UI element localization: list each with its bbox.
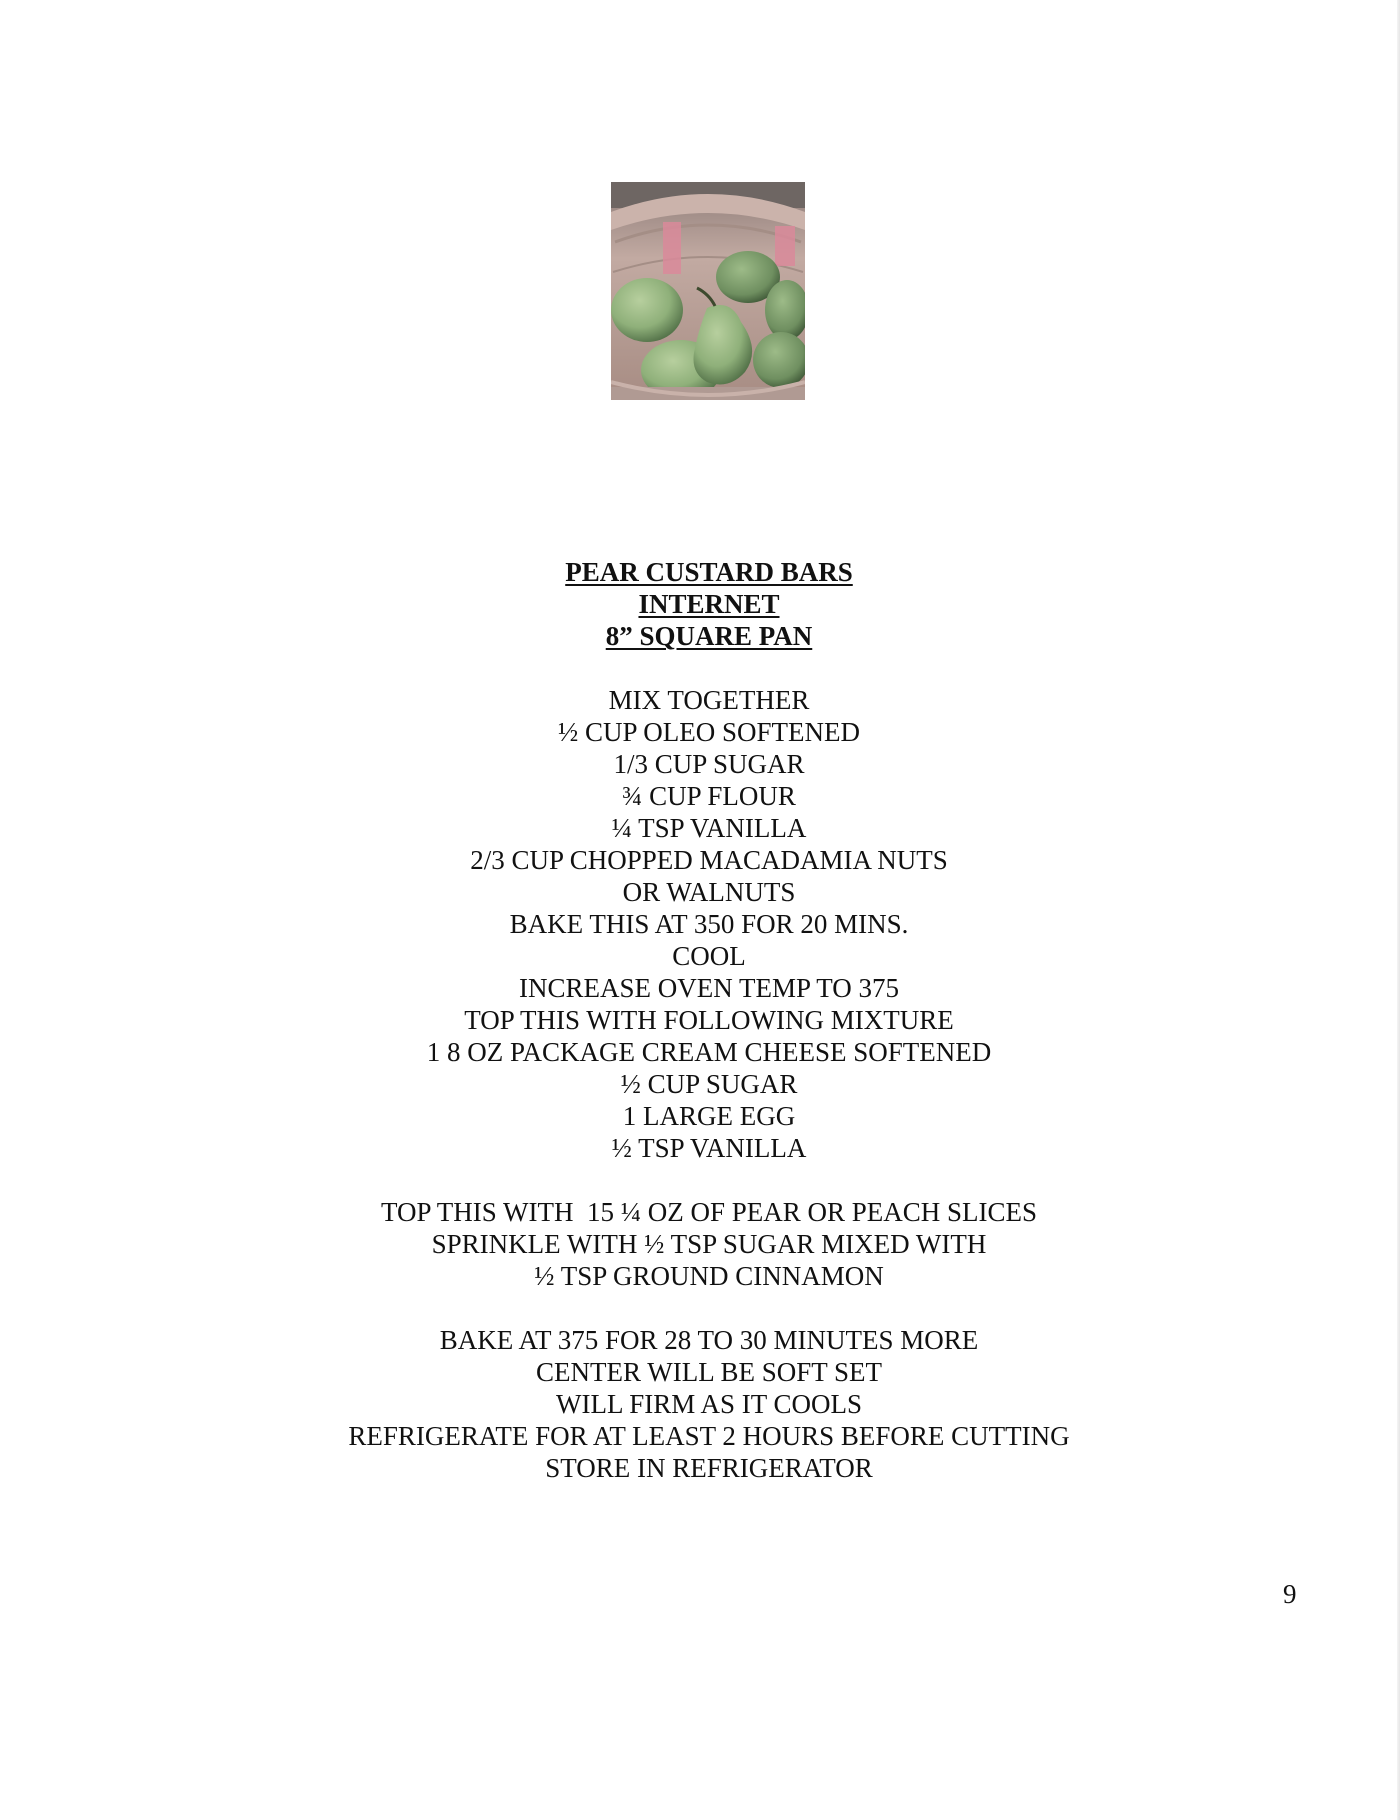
instruction-line: MIX TOGETHER bbox=[608, 685, 810, 715]
spacer bbox=[0, 652, 1400, 684]
instruction-line: REFRIGERATE FOR AT LEAST 2 HOURS BEFORE CUTTING bbox=[348, 1421, 1070, 1451]
recipe-title: PEAR CUSTARD BARS bbox=[565, 557, 853, 587]
ingredient-line: 2/3 CUP CHOPPED MACADAMIA NUTS bbox=[470, 845, 948, 875]
recipe-pan-size: 8” SQUARE PAN bbox=[605, 621, 813, 651]
instruction-line: WILL FIRM AS IT COOLS bbox=[555, 1389, 863, 1419]
recipe-source: INTERNET bbox=[638, 589, 780, 619]
ingredient-line: ½ CUP SUGAR bbox=[620, 1069, 798, 1099]
instruction-line: CENTER WILL BE SOFT SET bbox=[535, 1357, 882, 1387]
ingredient-line: 1/3 CUP SUGAR bbox=[613, 749, 805, 779]
pear-basket-photo bbox=[611, 182, 805, 400]
instruction-line: TOP THIS WITH FOLLOWING MIXTURE bbox=[464, 1005, 954, 1035]
instruction-line: STORE IN REFRIGERATOR bbox=[545, 1453, 873, 1483]
ingredient-line: 1 8 OZ PACKAGE CREAM CHEESE SOFTENED bbox=[426, 1037, 992, 1067]
spacer bbox=[0, 1292, 1400, 1324]
recipe bbox=[0, 556, 1400, 1484]
instruction-line: SPRINKLE WITH ½ TSP SUGAR MIXED WITH bbox=[431, 1229, 987, 1259]
ingredient-line: ½ TSP VANILLA bbox=[611, 1133, 807, 1163]
spacer bbox=[0, 1164, 1400, 1196]
pear-basket-image bbox=[611, 182, 805, 400]
ingredient-line: OR WALNUTS bbox=[622, 877, 796, 907]
instruction-line: TOP THIS WITH 15 ¼ OZ OF PEAR OR PEACH SLICES bbox=[380, 1197, 1038, 1227]
instruction-line: INCREASE OVEN TEMP TO 375 bbox=[518, 973, 900, 1003]
ingredient-line: ¼ TSP VANILLA bbox=[611, 813, 807, 843]
instruction-line: BAKE AT 375 FOR 28 TO 30 MINUTES MORE bbox=[439, 1325, 979, 1355]
ingredient-line: ½ CUP OLEO SOFTENED bbox=[557, 717, 860, 747]
page-number: 9 bbox=[1283, 1579, 1297, 1609]
instruction-line: COOL bbox=[672, 941, 746, 971]
instruction-line: ½ TSP GROUND CINNAMON bbox=[534, 1261, 884, 1291]
instruction-line: BAKE THIS AT 350 FOR 20 MINS. bbox=[509, 909, 909, 939]
ingredient-line: ¾ CUP FLOUR bbox=[622, 781, 796, 811]
ingredient-line: 1 LARGE EGG bbox=[622, 1101, 796, 1131]
